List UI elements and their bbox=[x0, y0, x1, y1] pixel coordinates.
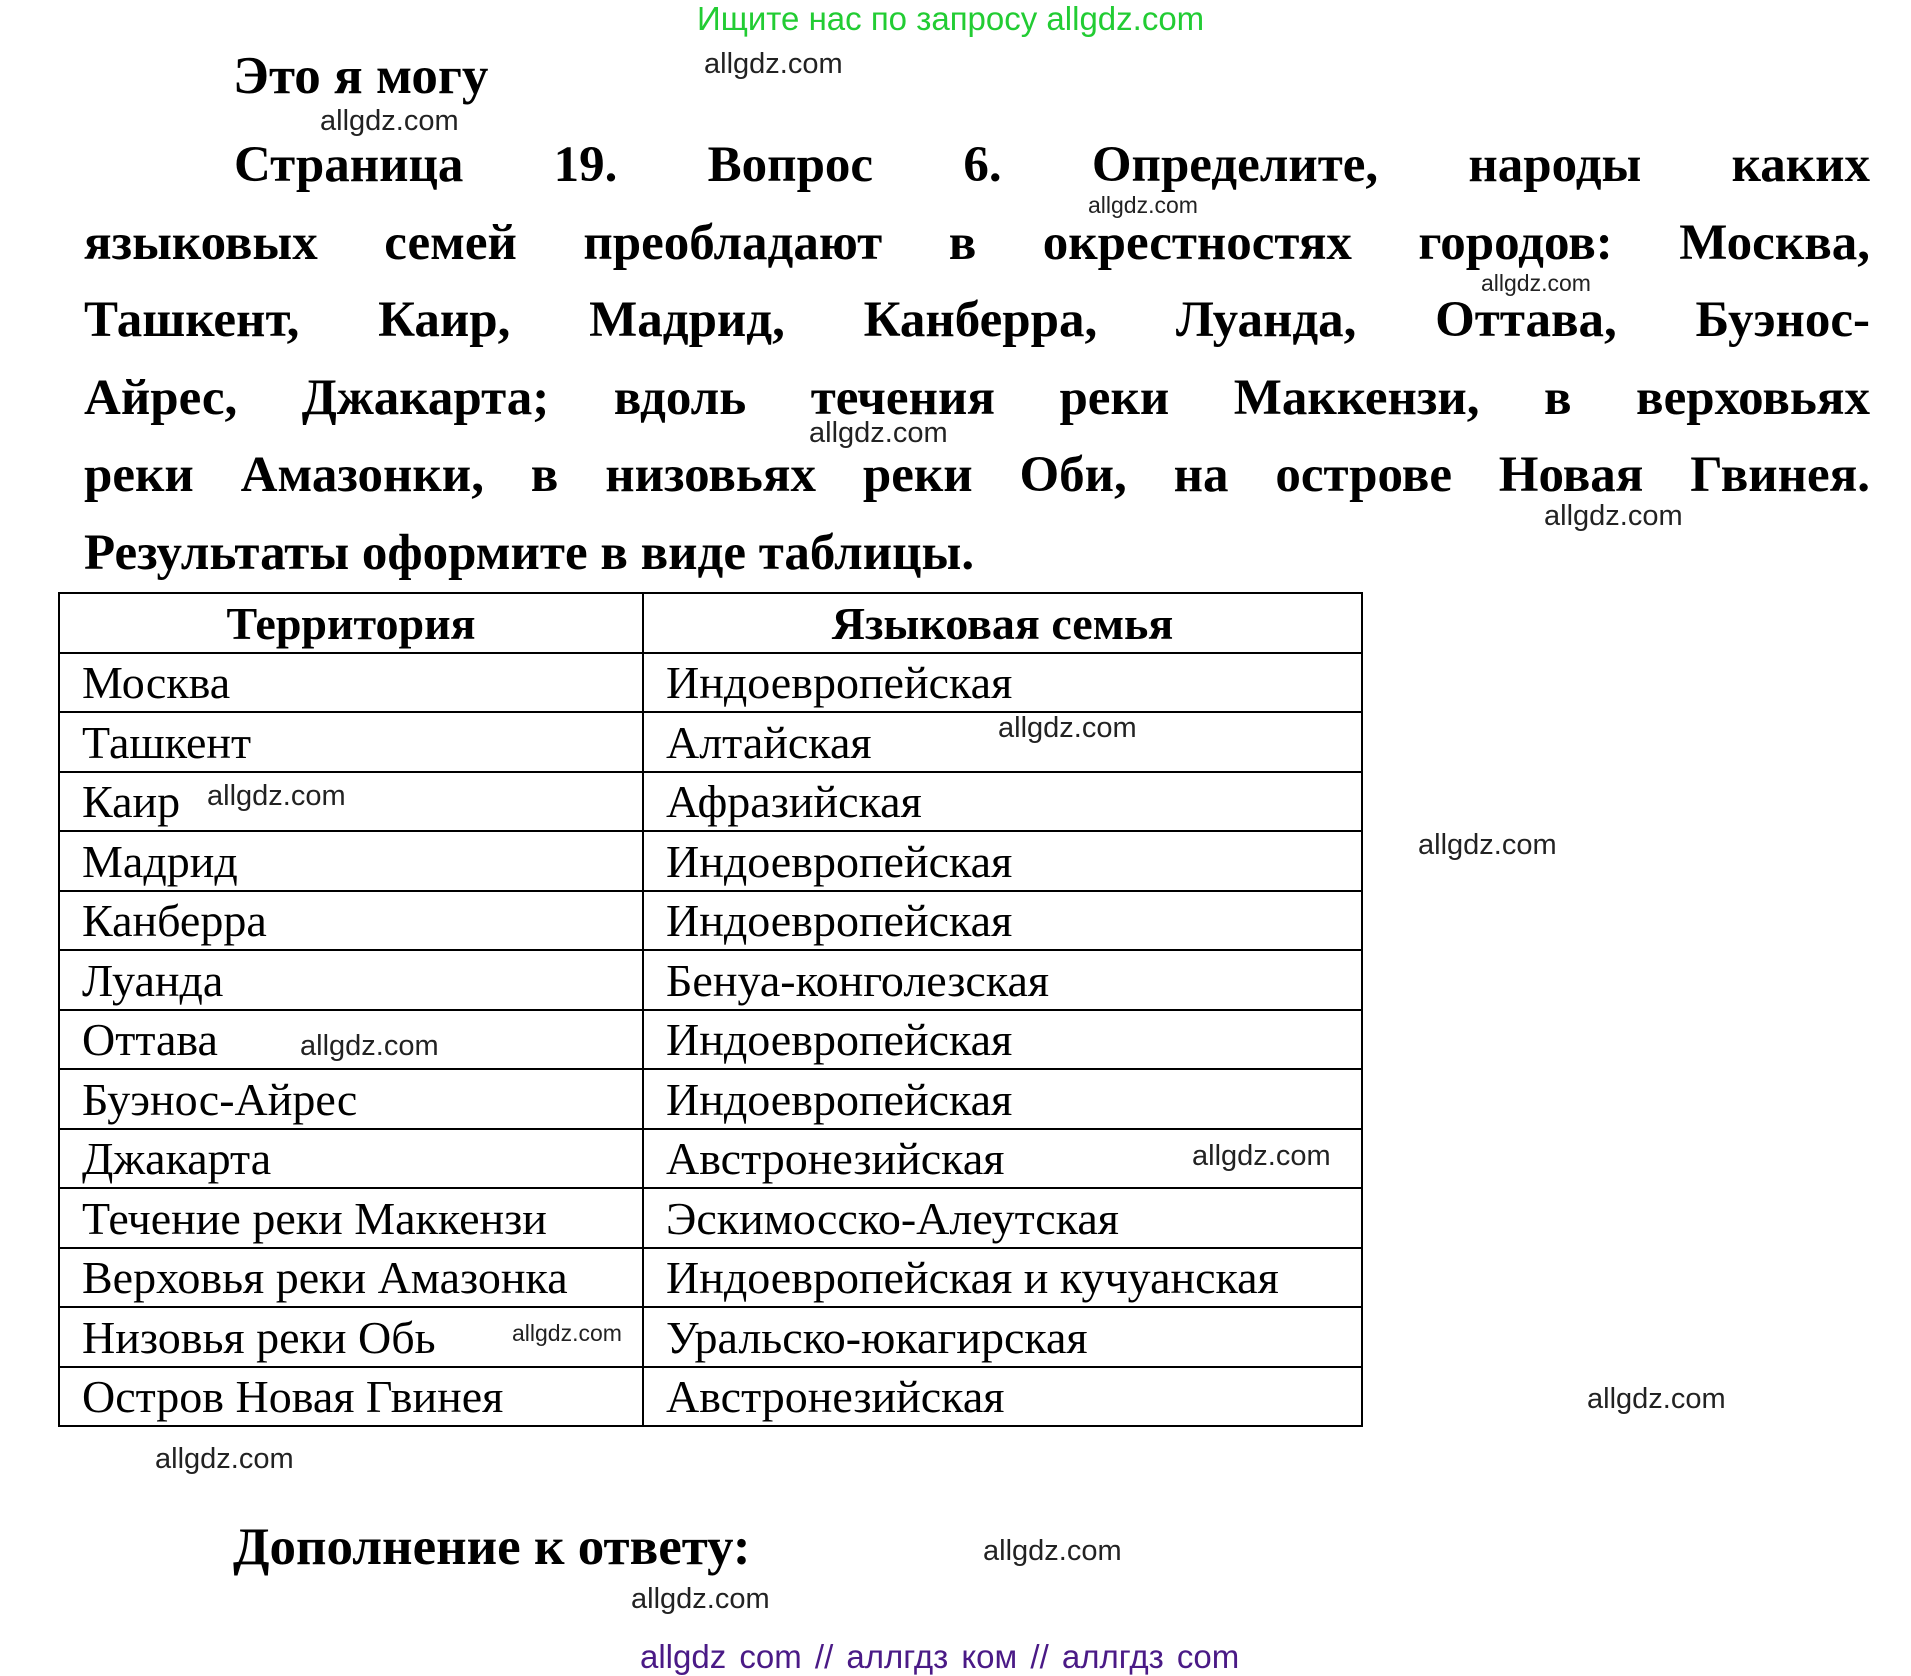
watermark: allgdz.com bbox=[809, 417, 948, 449]
language-family-cell: Индоевропейская bbox=[643, 653, 1362, 713]
watermark: allgdz.com bbox=[998, 712, 1137, 744]
language-family-cell: Алтайская bbox=[643, 712, 1362, 772]
watermark: allgdz.com bbox=[1418, 829, 1557, 861]
question-line: Айрес, Джакарта; вдоль течения реки Маккензи, в верховьях bbox=[84, 369, 1870, 426]
territory-cell: Оттава bbox=[59, 1010, 643, 1070]
watermark: allgdz.com bbox=[155, 1443, 294, 1475]
watermark: allgdz.com bbox=[631, 1583, 770, 1615]
territory-cell: Каир bbox=[59, 772, 643, 832]
watermark: allgdz.com bbox=[704, 48, 843, 80]
promo-banner: Ищите нас по запросу allgdz.com bbox=[697, 0, 1205, 37]
column-header-territory: Территория bbox=[59, 593, 643, 653]
table-row bbox=[59, 1248, 1362, 1308]
table-header-row bbox=[59, 593, 1362, 653]
table-row bbox=[59, 1129, 1362, 1189]
watermark: allgdz.com bbox=[1088, 192, 1198, 218]
question-line: Ташкент, Каир, Мадрид, Канберра, Луанда, Оттава, Буэнос- bbox=[84, 292, 1870, 348]
language-family-cell: Австронезийская bbox=[643, 1367, 1362, 1427]
watermark: allgdz.com bbox=[1481, 270, 1591, 296]
question-line: языковых семей преобладают в окрестностях городов: Москва, bbox=[84, 214, 1870, 271]
question-line: реки Амазонки, в низовьях реки Оби, на острове Новая Гвинея. bbox=[84, 447, 1870, 503]
watermark: allgdz.com bbox=[983, 1535, 1122, 1567]
watermark: allgdz.com bbox=[1587, 1383, 1726, 1415]
language-family-cell: Афразийская bbox=[643, 772, 1362, 832]
answer-table bbox=[58, 592, 1363, 1427]
language-family-cell: Австронезийская bbox=[643, 1129, 1362, 1189]
language-family-cell: Уральско-юкагирская bbox=[643, 1307, 1362, 1367]
question-line: Страница 19. Вопрос 6. Определите, народы каких bbox=[234, 137, 1870, 193]
territory-cell: Мадрид bbox=[59, 831, 643, 891]
watermark: allgdz.com bbox=[1544, 500, 1683, 532]
column-header-language-family: Языковая семья bbox=[643, 593, 1362, 653]
table-row bbox=[59, 831, 1362, 891]
territory-cell: Ташкент bbox=[59, 712, 643, 772]
language-family-cell: Индоевропейская и кучуанская bbox=[643, 1248, 1362, 1308]
table-row bbox=[59, 1188, 1362, 1248]
table-row bbox=[59, 1307, 1362, 1367]
territory-cell: Низовья реки Обь bbox=[59, 1307, 643, 1367]
table-row bbox=[59, 1069, 1362, 1129]
table-row bbox=[59, 653, 1362, 713]
language-family-cell: Индоевропейская bbox=[643, 1010, 1362, 1070]
territory-cell: Верховья реки Амазонка bbox=[59, 1248, 643, 1308]
territory-cell: Буэнос-Айрес bbox=[59, 1069, 643, 1129]
territory-cell: Джакарта bbox=[59, 1129, 643, 1189]
language-family-cell: Индоевропейская bbox=[643, 891, 1362, 951]
question-line: Результаты оформите в виде таблицы. bbox=[84, 524, 975, 581]
territory-cell: Канберра bbox=[59, 891, 643, 951]
watermark: allgdz.com bbox=[207, 780, 346, 812]
territory-cell: Остров Новая Гвинея bbox=[59, 1367, 643, 1427]
language-family-cell: Индоевропейская bbox=[643, 831, 1362, 891]
table-row bbox=[59, 891, 1362, 951]
section-title: Это я могу bbox=[233, 47, 489, 105]
language-family-cell: Бенуа-конголезская bbox=[643, 950, 1362, 1010]
watermark: allgdz.com bbox=[300, 1030, 439, 1062]
watermark: allgdz.com bbox=[1192, 1140, 1331, 1172]
language-family-cell: Индоевропейская bbox=[643, 1069, 1362, 1129]
territory-cell: Течение реки Маккензи bbox=[59, 1188, 643, 1248]
table-row bbox=[59, 712, 1362, 772]
table-row bbox=[59, 950, 1362, 1010]
table-row bbox=[59, 1010, 1362, 1070]
addendum-title: Дополнение к ответу: bbox=[233, 1518, 751, 1576]
territory-cell: Москва bbox=[59, 653, 643, 713]
territory-cell: Луанда bbox=[59, 950, 643, 1010]
watermark: allgdz.com bbox=[512, 1320, 622, 1346]
watermark: allgdz.com bbox=[320, 105, 459, 137]
table-row bbox=[59, 1367, 1362, 1427]
footer-links: allgdz com // аллгдз ком // аллгдз com bbox=[640, 1638, 1240, 1675]
language-family-cell: Эскимосско-Алеутская bbox=[643, 1188, 1362, 1248]
